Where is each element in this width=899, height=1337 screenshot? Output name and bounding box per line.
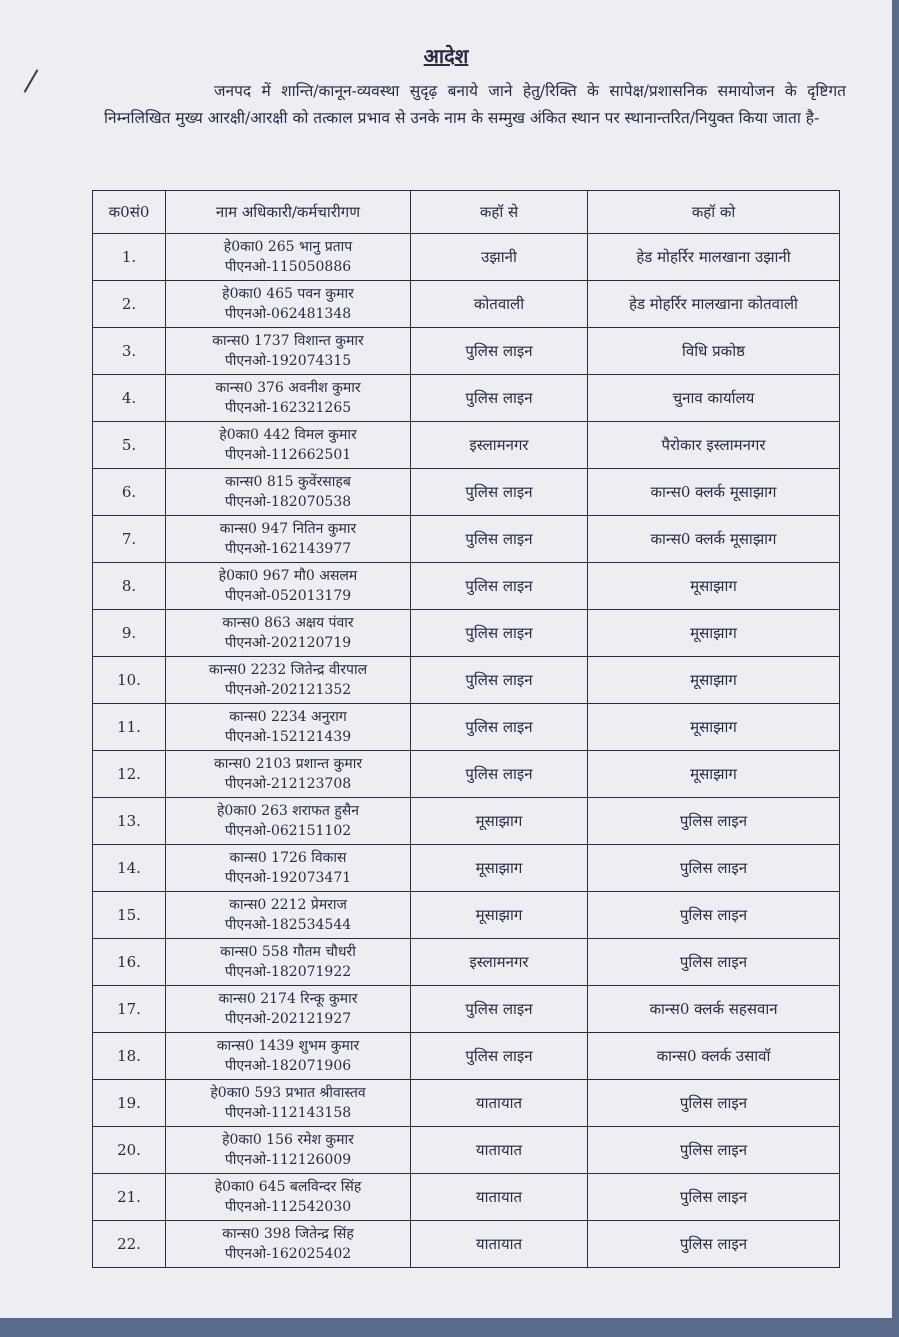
- name-cell: [166, 892, 411, 939]
- name-cell: [166, 1174, 411, 1221]
- serial-cell: 15.: [93, 892, 166, 939]
- serial-cell: 13.: [93, 798, 166, 845]
- serial-cell: 19.: [93, 1080, 166, 1127]
- employee-pno: पीएनओ-062481348: [224, 306, 352, 322]
- table-row: [93, 1127, 840, 1174]
- table-row: [93, 939, 840, 986]
- serial-cell: 18.: [93, 1033, 166, 1080]
- employee-name: कान्स0 2232 जितेन्द्र वीरपाल: [208, 662, 368, 678]
- to-cell: हेड मोहर्रिर मालखाना उझानी: [588, 234, 840, 281]
- name-cell: [166, 610, 411, 657]
- from-cell: पुलिस लाइन: [411, 1033, 588, 1080]
- table-row: [93, 610, 840, 657]
- from-cell: यातायात: [411, 1174, 588, 1221]
- employee-pno: पीएनओ-112143158: [224, 1105, 352, 1121]
- from-cell: इस्लामनगर: [411, 939, 588, 986]
- from-cell: यातायात: [411, 1221, 588, 1268]
- table-row: [93, 1174, 840, 1221]
- from-cell: मूसाझाग: [411, 892, 588, 939]
- employee-name: कान्स0 398 जितेन्द्र सिंह: [222, 1226, 354, 1242]
- to-cell: पुलिस लाइन: [588, 1221, 840, 1268]
- name-cell: [166, 1080, 411, 1127]
- name-cell: [166, 234, 411, 281]
- employee-name: हे0का0 645 बलविन्दर सिंह: [214, 1179, 362, 1195]
- header-from: कहॉ से: [411, 191, 588, 234]
- serial-cell: 17.: [93, 986, 166, 1033]
- from-cell: पुलिस लाइन: [411, 610, 588, 657]
- employee-pno: पीएनओ-192073471: [224, 870, 352, 886]
- from-cell: पुलिस लाइन: [411, 375, 588, 422]
- serial-cell: 1.: [93, 234, 166, 281]
- employee-name: कान्स0 2212 प्रेमराज: [229, 897, 347, 913]
- from-cell: पुलिस लाइन: [411, 657, 588, 704]
- serial-cell: 6.: [93, 469, 166, 516]
- table-body: [93, 234, 840, 1268]
- employee-name: कान्स0 2234 अनुराग: [229, 709, 347, 725]
- name-cell: [166, 328, 411, 375]
- employee-pno: पीएनओ-062151102: [224, 823, 352, 839]
- to-cell: पुलिस लाइन: [588, 1174, 840, 1221]
- from-cell: मूसाझाग: [411, 798, 588, 845]
- table-row: [93, 563, 840, 610]
- serial-cell: 11.: [93, 704, 166, 751]
- employee-name: हे0का0 593 प्रभात श्रीवास्तव: [210, 1085, 366, 1101]
- employee-pno: पीएनओ-162025402: [224, 1246, 352, 1262]
- table-row: [93, 704, 840, 751]
- serial-cell: 20.: [93, 1127, 166, 1174]
- table-row: [93, 375, 840, 422]
- to-cell: पुलिस लाइन: [588, 845, 840, 892]
- serial-cell: 10.: [93, 657, 166, 704]
- to-cell: चुनाव कार्यालय: [588, 375, 840, 422]
- serial-cell: 16.: [93, 939, 166, 986]
- serial-cell: 8.: [93, 563, 166, 610]
- table-row: [93, 469, 840, 516]
- to-cell: मूसाझाग: [588, 610, 840, 657]
- table-row: [93, 798, 840, 845]
- table-row: [93, 845, 840, 892]
- to-cell: मूसाझाग: [588, 657, 840, 704]
- name-cell: [166, 563, 411, 610]
- to-cell: पुलिस लाइन: [588, 798, 840, 845]
- employee-name: कान्स0 1726 विकास: [229, 850, 347, 866]
- to-cell: कान्स0 क्लर्क सहसवान: [588, 986, 840, 1033]
- employee-pno: पीएनओ-182071906: [224, 1058, 352, 1074]
- header-name: नाम अधिकारी/कर्मचारीगण: [166, 191, 411, 234]
- name-cell: [166, 1127, 411, 1174]
- to-cell: कान्स0 क्लर्क उसावॉ: [588, 1033, 840, 1080]
- name-cell: [166, 375, 411, 422]
- table-row: [93, 986, 840, 1033]
- employee-pno: पीएनओ-202121927: [224, 1011, 352, 1027]
- to-cell: मूसाझाग: [588, 563, 840, 610]
- employee-pno: पीएनओ-112126009: [224, 1152, 352, 1168]
- name-cell: [166, 939, 411, 986]
- name-cell: [166, 704, 411, 751]
- serial-cell: 9.: [93, 610, 166, 657]
- employee-pno: पीएनओ-182070538: [224, 494, 352, 510]
- to-cell: हेड मोहर्रिर मालखाना कोतवाली: [588, 281, 840, 328]
- employee-name: कान्स0 947 नितिन कुमार: [219, 521, 357, 537]
- name-cell: [166, 281, 411, 328]
- serial-cell: 5.: [93, 422, 166, 469]
- name-cell: [166, 657, 411, 704]
- table-row: [93, 1033, 840, 1080]
- employee-pno: पीएनओ-202120719: [224, 635, 352, 651]
- employee-pno: पीएनओ-182534544: [224, 917, 352, 933]
- table-header-row: [93, 191, 840, 234]
- background-surface: [0, 1318, 899, 1337]
- to-cell: पुलिस लाइन: [588, 1127, 840, 1174]
- from-cell: पुलिस लाइन: [411, 563, 588, 610]
- table-row: [93, 657, 840, 704]
- name-cell: [166, 751, 411, 798]
- name-cell: [166, 798, 411, 845]
- to-cell: कान्स0 क्लर्क मूसाझाग: [588, 469, 840, 516]
- employee-pno: पीएनओ-162143977: [224, 541, 352, 557]
- table-row: [93, 1080, 840, 1127]
- employee-name: हे0का0 442 विमल कुमार: [219, 427, 357, 443]
- employee-name: कान्स0 1737 विशान्त कुमार: [212, 333, 364, 349]
- employee-pno: पीएनओ-192074315: [224, 353, 352, 369]
- table-row: [93, 281, 840, 328]
- employee-name: कान्स0 815 कुवेंरसाहब: [225, 474, 351, 490]
- employee-name: हे0का0 465 पवन कुमार: [222, 286, 354, 302]
- table-row: [93, 1221, 840, 1268]
- employee-name: कान्स0 2174 रिन्कू कुमार: [218, 991, 358, 1007]
- employee-pno: पीएनओ-052013179: [224, 588, 352, 604]
- employee-name: कान्स0 376 अवनीश कुमार: [215, 380, 361, 396]
- transfer-table: [92, 190, 840, 1268]
- employee-name: कान्स0 863 अक्षय पंवार: [222, 615, 354, 631]
- intro-text: जनपद में शान्ति/कानून-व्यवस्था सुदृढ़ बनाये जाने हेतु/रिक्ति के सापेक्ष/प्रशासनिक समायोजन के दृष्टिगत निम्नलिखित मुख्य आरक्षी/आरक्षी को तत्काल प्रभाव से उनके नाम के सम्मुख अंकित स्थान पर स्थानान्तरित/नियुक्त किया जाता है-: [104, 82, 846, 127]
- employee-pno: पीएनओ-182071922: [224, 964, 352, 980]
- employee-pno: पीएनओ-152121439: [224, 729, 352, 745]
- name-cell: [166, 469, 411, 516]
- employee-name: हे0का0 263 शराफत हुसैन: [216, 803, 359, 819]
- from-cell: पुलिस लाइन: [411, 469, 588, 516]
- employee-name: हे0का0 156 रमेश कुमार: [222, 1132, 354, 1148]
- employee-name: कान्स0 2103 प्रशान्त कुमार: [213, 756, 363, 772]
- name-cell: [166, 1221, 411, 1268]
- employee-pno: पीएनओ-202121352: [224, 682, 352, 698]
- from-cell: उझानी: [411, 234, 588, 281]
- name-cell: [166, 1033, 411, 1080]
- from-cell: यातायात: [411, 1127, 588, 1174]
- to-cell: मूसाझाग: [588, 704, 840, 751]
- header-serial: क0सं0: [93, 191, 166, 234]
- from-cell: पुलिस लाइन: [411, 751, 588, 798]
- to-cell: पैरोकार इस्लामनगर: [588, 422, 840, 469]
- serial-cell: 22.: [93, 1221, 166, 1268]
- name-cell: [166, 422, 411, 469]
- to-cell: पुलिस लाइन: [588, 1080, 840, 1127]
- name-cell: [166, 986, 411, 1033]
- from-cell: पुलिस लाइन: [411, 986, 588, 1033]
- name-cell: [166, 516, 411, 563]
- pen-mark: [24, 69, 39, 93]
- to-cell: कान्स0 क्लर्क मूसाझाग: [588, 516, 840, 563]
- table-row: [93, 234, 840, 281]
- serial-cell: 2.: [93, 281, 166, 328]
- from-cell: इस्लामनगर: [411, 422, 588, 469]
- employee-name: हे0का0 967 मौ0 असलम: [218, 568, 358, 584]
- employee-pno: पीएनओ-162321265: [224, 400, 352, 416]
- employee-pno: पीएनओ-115050886: [224, 259, 352, 275]
- from-cell: यातायात: [411, 1080, 588, 1127]
- serial-cell: 14.: [93, 845, 166, 892]
- to-cell: पुलिस लाइन: [588, 892, 840, 939]
- from-cell: पुलिस लाइन: [411, 516, 588, 563]
- table-row: [93, 751, 840, 798]
- from-cell: मूसाझाग: [411, 845, 588, 892]
- serial-cell: 4.: [93, 375, 166, 422]
- name-cell: [166, 845, 411, 892]
- header-to: कहॉ को: [588, 191, 840, 234]
- from-cell: पुलिस लाइन: [411, 704, 588, 751]
- to-cell: मूसाझाग: [588, 751, 840, 798]
- table-row: [93, 892, 840, 939]
- serial-cell: 3.: [93, 328, 166, 375]
- table-row: [93, 516, 840, 563]
- page-title: आदेश: [423, 44, 469, 68]
- table-row: [93, 422, 840, 469]
- serial-cell: 21.: [93, 1174, 166, 1221]
- employee-name: कान्स0 558 गौतम चौधरी: [220, 944, 356, 960]
- employee-pno: पीएनओ-112542030: [224, 1199, 352, 1215]
- serial-cell: 12.: [93, 751, 166, 798]
- table-row: [93, 328, 840, 375]
- employee-name: कान्स0 1439 शुभम कुमार: [216, 1038, 360, 1054]
- to-cell: पुलिस लाइन: [588, 939, 840, 986]
- from-cell: पुलिस लाइन: [411, 328, 588, 375]
- intro-paragraph: [104, 78, 846, 132]
- to-cell: विधि प्रकोष्ठ: [588, 328, 840, 375]
- employee-name: हे0का0 265 भानु प्रताप: [223, 239, 353, 255]
- employee-pno: पीएनओ-112662501: [224, 447, 352, 463]
- employee-pno: पीएनओ-212123708: [224, 776, 352, 792]
- serial-cell: 7.: [93, 516, 166, 563]
- from-cell: कोतवाली: [411, 281, 588, 328]
